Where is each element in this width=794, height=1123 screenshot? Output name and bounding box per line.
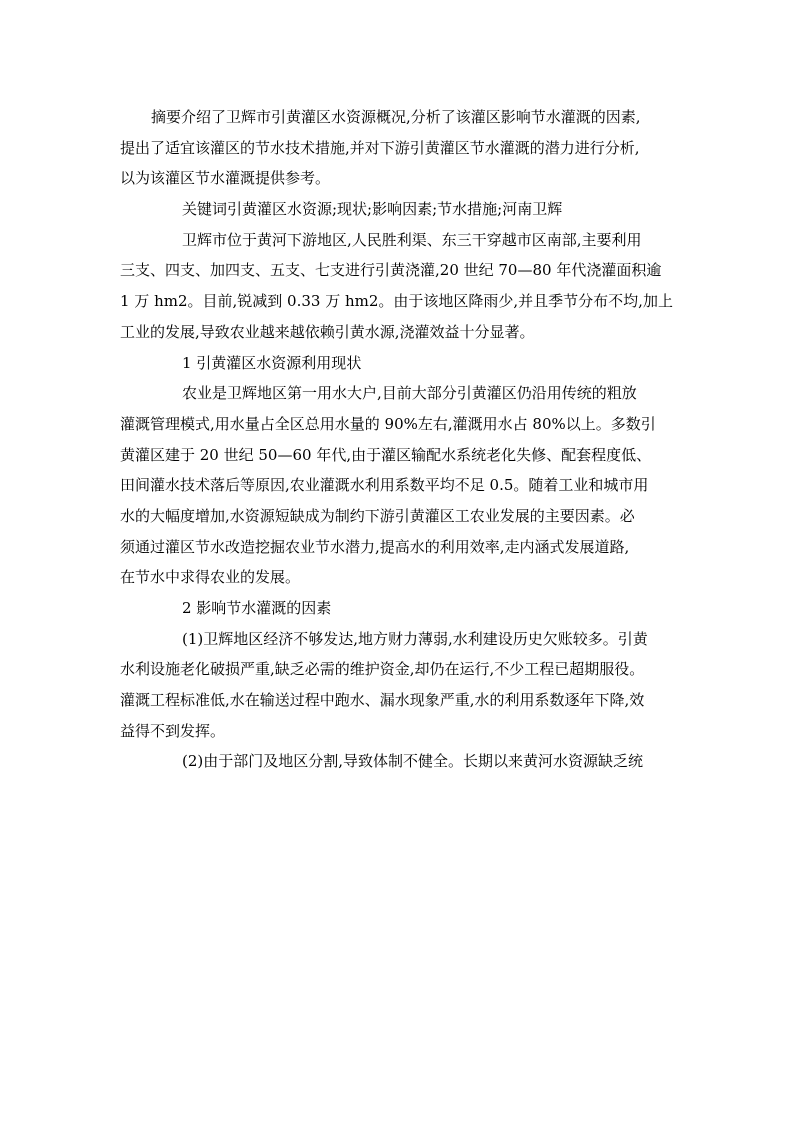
document-body bbox=[120, 102, 680, 777]
keywords-line: 关键词引黄灌区水资源;现状;影响因素;节水措施;河南卫辉 bbox=[182, 200, 563, 219]
intro-line: 1 万 hm2。目前,锐减到 0.33 万 hm2。由于该地区降雨少,并且季节分布不均,加上 bbox=[120, 292, 673, 311]
section1-paragraph bbox=[120, 378, 680, 593]
section1-line: 黄灌区建于 20 世纪 50—60 年代,由于灌区输配水系统老化失修、配套程度低、 bbox=[120, 445, 652, 464]
section1-line: 农业是卫辉地区第一用水大户,目前大部分引黄灌区仍沿用传统的粗放 bbox=[182, 384, 637, 403]
section2-item1-paragraph bbox=[120, 624, 680, 747]
intro-line: 工业的发展,导致农业越来越依赖引黄水源,浇灌效益十分显著。 bbox=[120, 322, 535, 341]
section2-item1-line: (1)卫辉地区经济不够发达,地方财力薄弱,水利建设历史欠账较多。引黄 bbox=[182, 629, 648, 648]
abstract-line: 摘要介绍了卫辉市引黄灌区水资源概况,分析了该灌区影响节水灌溉的因素, bbox=[151, 108, 641, 126]
section1-line: 在节水中求得农业的发展。 bbox=[120, 568, 301, 587]
intro-line: 三支、四支、加四支、五支、七支进行引黄浇灌,20 世纪 70—80 年代浇灌面积逾 bbox=[120, 261, 662, 280]
abstract-line: 以为该灌区节水灌溉提供参考。 bbox=[120, 169, 331, 188]
section1-line: 田间灌水技术落后等原因,农业灌溉水利用系数平均不足 0.5。随着工业和城市用 bbox=[120, 476, 649, 495]
section2-heading: 2 影响节水灌溉的因素 bbox=[182, 599, 332, 617]
abstract-paragraph bbox=[120, 102, 680, 194]
section2-item1-line: 益得不到发挥。 bbox=[120, 721, 226, 740]
section1-heading: 1 引黄灌区水资源利用现状 bbox=[182, 353, 362, 372]
section2-item2-paragraph bbox=[120, 746, 680, 777]
abstract-line: 提出了适宜该灌区的节水技术措施,并对下游引黄灌区节水灌溉的潜力进行分析, bbox=[120, 138, 640, 157]
section2-item1-line: 水利设施老化破损严重,缺乏必需的维护资金,却仍在运行,不少工程已超期服役。 bbox=[120, 660, 645, 679]
section2-item1-line: 灌溉工程标准低,水在输送过程中跑水、漏水现象严重,水的利用系数逐年下降,效 bbox=[120, 691, 645, 710]
section2-item2-line: (2)由于部门及地区分割,导致体制不健全。长期以来黄河水资源缺乏统 bbox=[182, 752, 644, 771]
section1-line: 须通过灌区节水改造挖掘农业节水潜力,提高水的利用效率,走内涵式发展道路, bbox=[120, 537, 630, 556]
section1-line: 水的大幅度增加,水资源短缺成为制约下游引黄灌区工农业发展的主要因素。必 bbox=[120, 506, 635, 525]
section1-line: 灌溉管理模式,用水量占全区总用水量的 90%左右,灌溉用水占 80%以上。多数引 bbox=[120, 414, 656, 433]
intro-paragraph bbox=[120, 225, 680, 348]
intro-line: 卫辉市位于黄河下游地区,人民胜利渠、东三干穿越市区南部,主要利用 bbox=[182, 230, 642, 249]
